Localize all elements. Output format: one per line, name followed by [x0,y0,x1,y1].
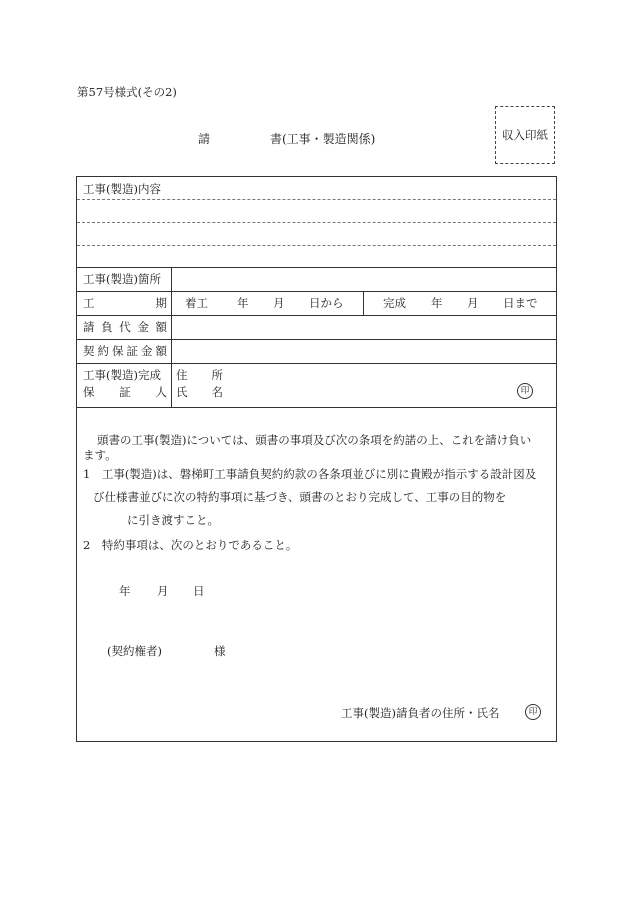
end-month-unit: 月 [467,296,479,310]
intro-line-2: ます。 [83,448,117,462]
label-char: 金 [141,344,153,358]
work-period-label [83,295,167,311]
document-title: 書(工事・製造関係) [270,132,376,146]
start-year-unit: 年 [237,296,249,310]
contract-amount-label [83,319,167,335]
row-divider [77,315,556,316]
row-divider [77,339,556,340]
clause-2: 2 特約事項は、次のとおりであること。 [83,538,298,552]
label-char: 所 [211,368,223,382]
content-dotted-line-2 [77,222,556,223]
content-dotted-line-3 [77,245,556,246]
label-char: 負 [101,320,113,334]
period-label-char: 工 [83,296,95,310]
addressee-honorific: 様 [214,644,226,658]
period-label-char: 期 [155,296,167,310]
guarantee-amount-label [83,343,167,359]
end-year-unit: 年 [431,296,443,310]
document-title-prefix: 請 [198,132,211,146]
label-char: 証 [126,344,138,358]
label-char: 名 [211,385,223,399]
date-month-unit: 月 [157,584,169,598]
form-number: 第57号様式(その2) [77,85,177,99]
clause-1-line-1: 1 工事(製造)は、磐梯町工事請負契約約款の各条項並びに別に貴殿が指示する設計図及 [83,467,537,481]
label-char: 代 [119,320,131,334]
label-char: 住 [176,368,188,382]
label-char: 金 [137,320,149,334]
end-label: 完成 [383,296,406,310]
start-day-unit: 日から [309,296,344,310]
contract-authority-label: (契約権者) [107,644,162,658]
date-day-unit: 日 [193,584,205,598]
label-char: 保 [83,385,95,399]
label-column-divider [171,267,172,408]
date-year-unit: 年 [119,584,131,598]
label-char: 氏 [176,385,188,399]
label-char: 保 [112,344,124,358]
intro-line-1: 頭書の工事(製造)については、頭書の事項及び次の条項を約諾の上、これを請け負い [97,433,532,447]
revenue-stamp-label: 収入印紙 [502,128,548,142]
label-char: 契 [83,344,95,358]
row-divider [77,363,556,364]
revenue-stamp-box [495,106,555,164]
label-char: 人 [155,385,167,399]
contractor-seal-icon: 印 [525,704,541,720]
start-label: 着工 [185,296,208,310]
clause-1-line-2: び仕様書並びに次の特約事項に基づき、頭書のとおり完成して、工事の目的物を [93,490,507,504]
contract-form [76,176,557,742]
work-content-label: 工事(製造)内容 [83,182,161,196]
period-divider [363,291,364,315]
content-dotted-line-1 [77,199,556,200]
row-divider [77,407,556,408]
guarantor-label-line1: 工事(製造)完成 [83,368,161,382]
guarantor-seal-icon: 印 [517,383,533,399]
guarantor-address-label [176,367,223,383]
label-char: 約 [97,344,109,358]
end-day-unit: 日まで [503,296,538,310]
label-char: 額 [155,344,167,358]
contractor-address-name-label: 工事(製造)請負者の住所・氏名 [341,706,500,720]
label-char: 証 [119,385,131,399]
guarantor-name-label [176,384,223,400]
label-char: 額 [155,320,167,334]
label-char: 請 [83,320,95,334]
clause-1-line-3: に引き渡すこと。 [127,513,219,527]
row-divider [77,291,556,292]
work-location-label: 工事(製造)箇所 [83,272,161,286]
guarantor-label-line2 [83,384,167,400]
row-divider [77,267,556,268]
start-month-unit: 月 [273,296,285,310]
